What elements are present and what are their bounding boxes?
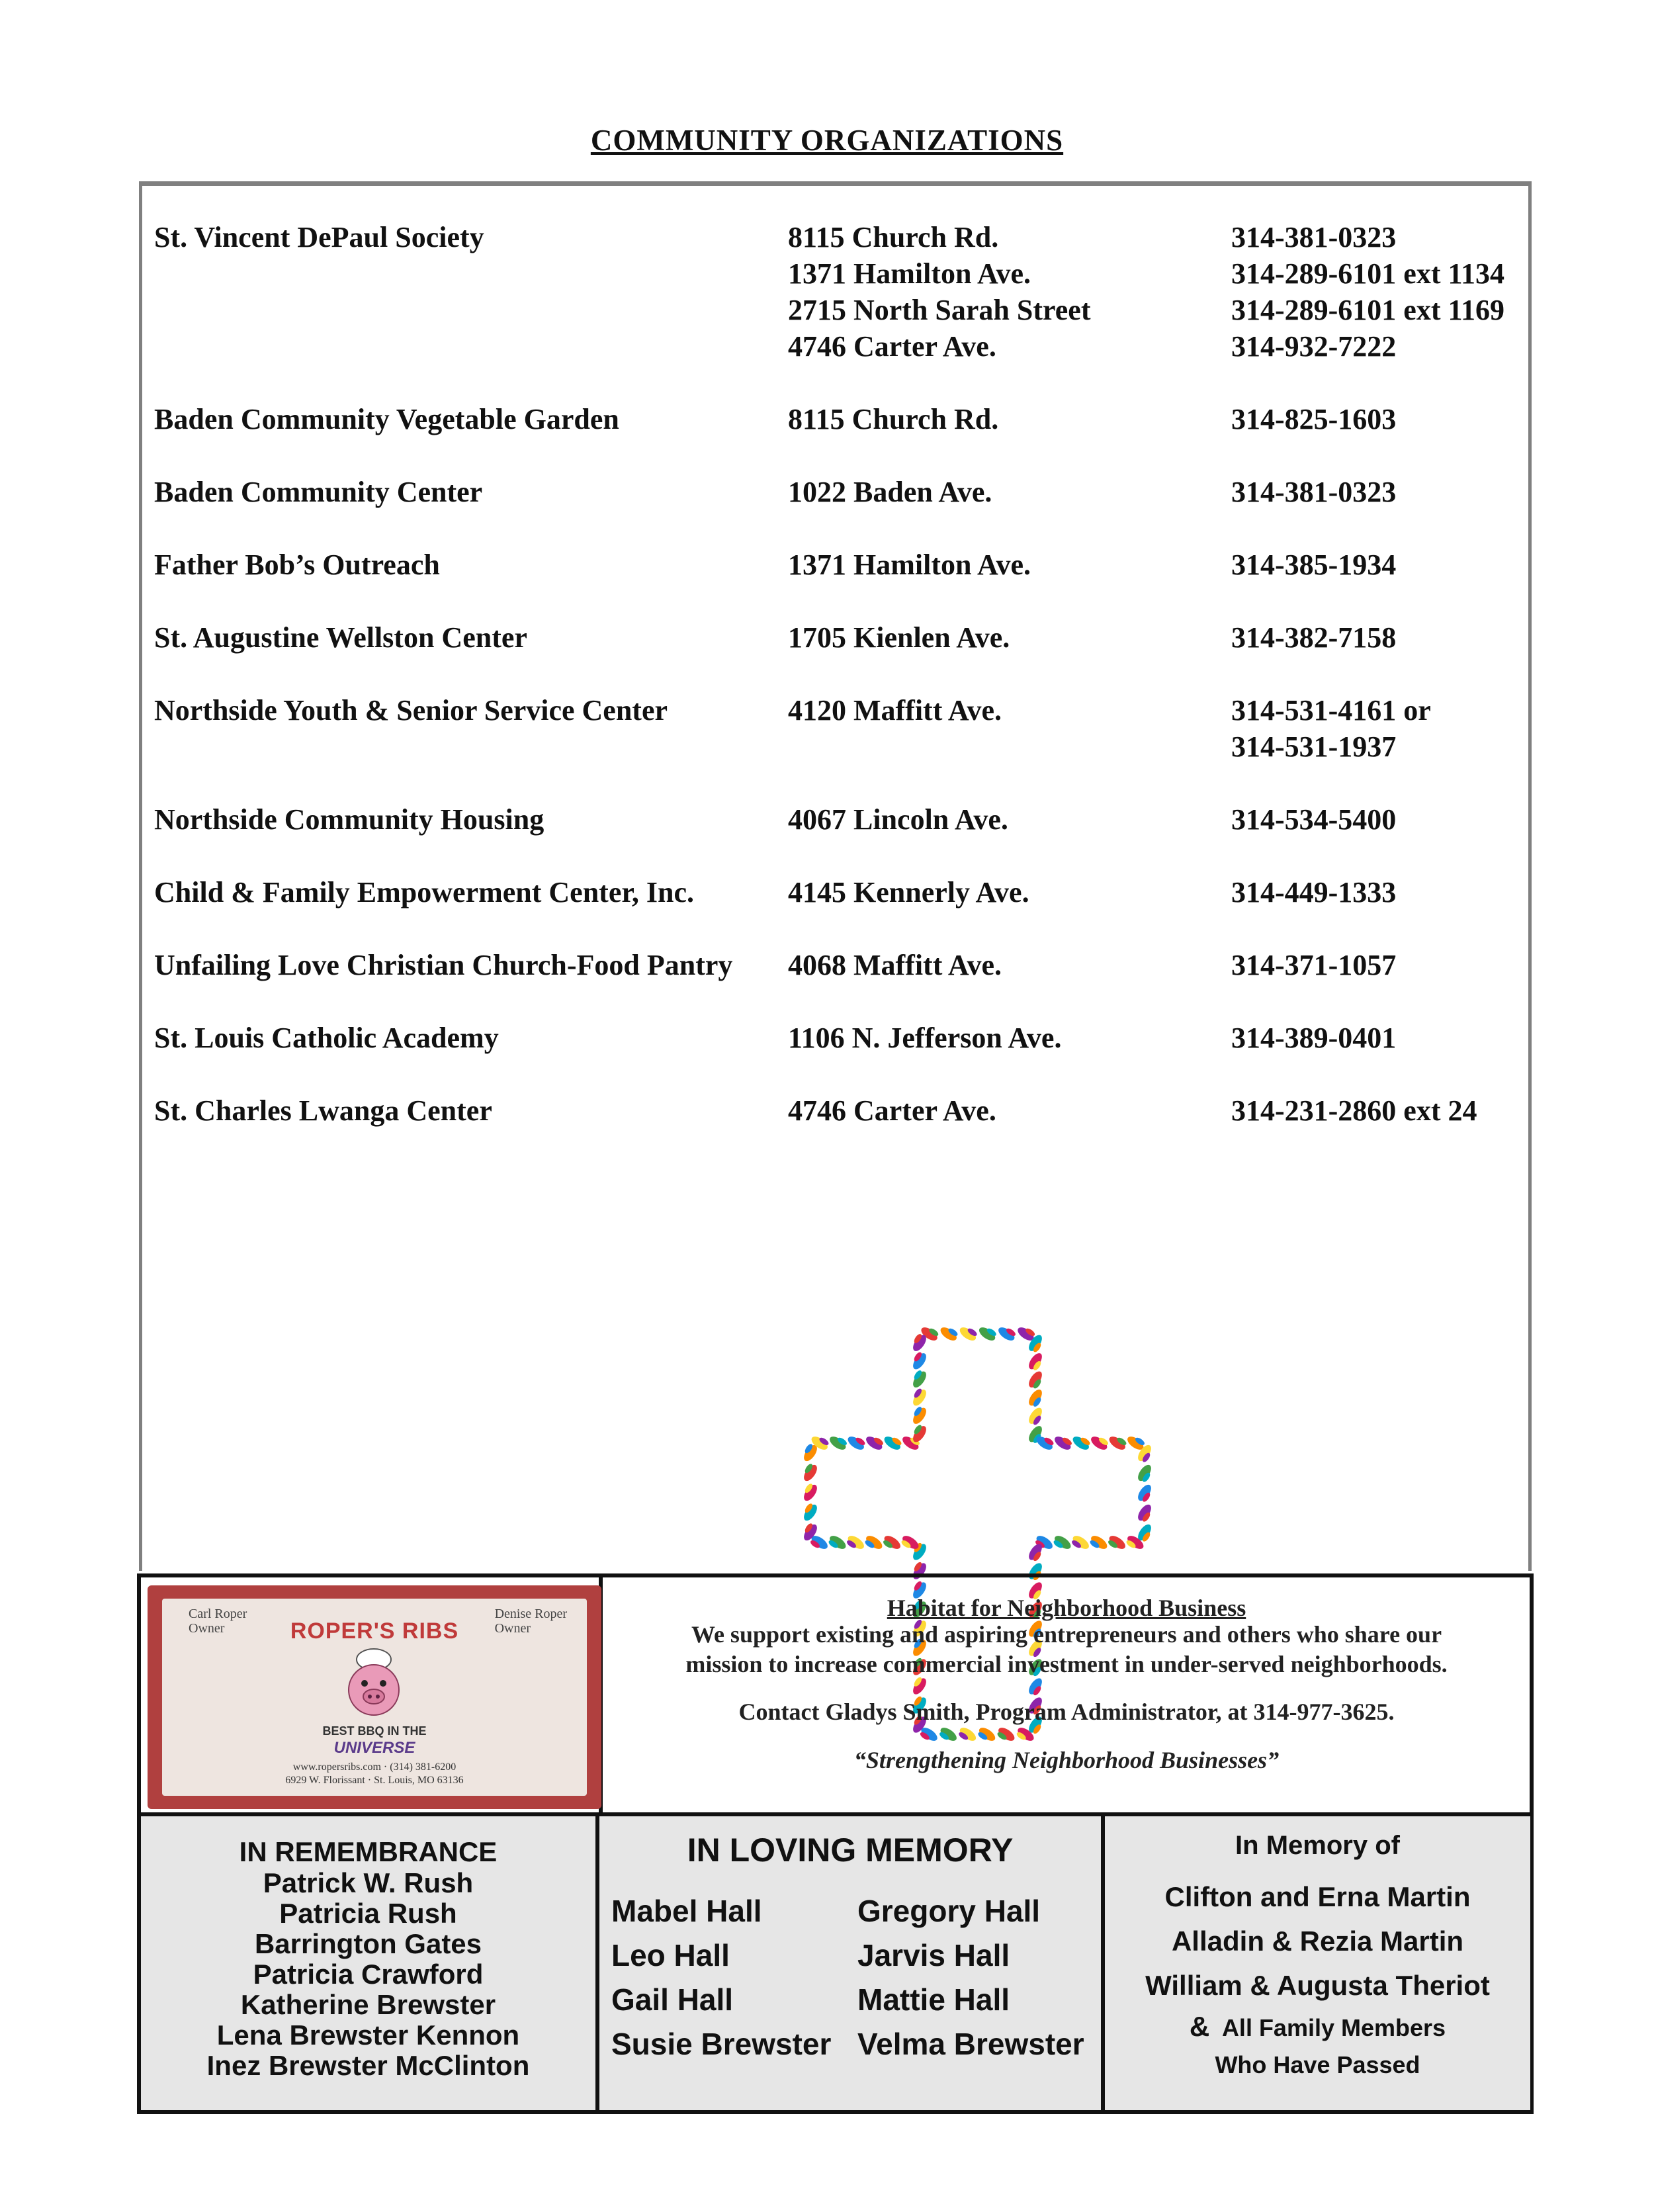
- cross-hand-mark: [1089, 1433, 1111, 1452]
- cross-hand-mark: [977, 1327, 999, 1343]
- cross-hand-mark: [881, 1533, 903, 1553]
- card-web-phone: www.ropersribs.com · (314) 381-6200: [292, 1761, 457, 1773]
- organization-phone: 314-825-1603: [1231, 403, 1397, 435]
- in-memory-name: William & Augusta Theriot: [1145, 1970, 1490, 2001]
- cross-hand-mark: [1051, 1533, 1073, 1553]
- cross-hand-mark: [1070, 1533, 1092, 1553]
- business-card-panel: [141, 1577, 603, 1812]
- in-memory-names: [1105, 1875, 1530, 2008]
- in-memory-heading: In Memory of: [1235, 1831, 1400, 1860]
- organization-row: [154, 874, 1522, 910]
- cross-hand-mark: [909, 1386, 929, 1408]
- organization-name: Father Bob’s Outreach: [154, 549, 440, 581]
- organization-name: St. Louis Catholic Academy: [154, 1022, 499, 1054]
- cross-hand-mark: [1026, 1388, 1046, 1409]
- card-brand: ROPER'S RIBS: [290, 1618, 459, 1644]
- cross-hand-mark: [1107, 1433, 1129, 1452]
- cross-hand-mark: [1026, 1405, 1046, 1427]
- organization-row: [154, 401, 1522, 437]
- organization-name: St. Charles Lwanga Center: [154, 1094, 492, 1127]
- organization-name: St. Vincent DePaul Society: [154, 221, 484, 253]
- organization-phone: 314-371-1057: [1231, 949, 1397, 981]
- loving-memory-panel: [599, 1812, 1105, 2110]
- remembrance-panel: [141, 1812, 599, 2110]
- organization-phone: 314-385-1934: [1231, 549, 1397, 581]
- organization-row: [154, 547, 1522, 583]
- remembrance-name: Barrington Gates: [254, 1928, 482, 1959]
- organization-address: 4746 Carter Ave.: [788, 1094, 996, 1127]
- organization-row: [154, 947, 1522, 983]
- organization-row: [154, 1092, 1522, 1129]
- organization-name: St. Augustine Wellston Center: [154, 621, 527, 654]
- loving-memory-name: Gail Hall: [611, 1982, 734, 2017]
- cross-hand-mark: [1026, 1369, 1046, 1391]
- organization-name: Northside Community Housing: [154, 803, 544, 836]
- organization-phone: 314-389-0401: [1231, 1022, 1397, 1054]
- organization-address: 4145 Kennerly Ave.: [788, 876, 1029, 908]
- loving-memory-name: Susie Brewster: [611, 2027, 832, 2061]
- organization-row: [154, 692, 1522, 765]
- cross-hand-mark: [846, 1433, 867, 1452]
- organization-phone: 314-381-0323 314-289-6101 ext 1134 314-289-6101 ext 1169 314-932-7222: [1231, 221, 1505, 363]
- cross-hand-mark: [996, 1327, 1018, 1343]
- card-owner-left: Carl Roper Owner: [189, 1607, 247, 1636]
- remembrance-name: Lena Brewster Kennon: [216, 2019, 520, 2051]
- in-memory-name: Clifton and Erna Martin: [1164, 1881, 1471, 1912]
- organization-phone: 314-449-1333: [1231, 876, 1397, 908]
- organization-phone: 314-531-4161 or 314-531-1937: [1231, 694, 1431, 763]
- organization-name: Unfailing Love Christian Church-Food Pantry: [154, 949, 733, 981]
- remembrance-names: [141, 1868, 595, 2081]
- cross-hand-mark: [1088, 1533, 1110, 1553]
- cross-hand-mark: [938, 1327, 960, 1343]
- organization-row: [154, 474, 1522, 510]
- remembrance-name: Patrick W. Rush: [263, 1867, 474, 1898]
- organization-phone: 314-534-5400: [1231, 803, 1397, 836]
- remembrance-name: Patricia Crawford: [253, 1959, 484, 1990]
- organization-name: Baden Community Center: [154, 476, 483, 508]
- card-owner-right: Denise Roper Owner: [494, 1607, 567, 1636]
- organization-row: [154, 219, 1522, 365]
- habitat-panel: [603, 1577, 1530, 1812]
- in-memory-panel: [1105, 1812, 1530, 2110]
- card-universe: UNIVERSE: [333, 1739, 415, 1757]
- business-card-image: [148, 1585, 601, 1809]
- card-address: 6929 W. Florissant · St. Louis, MO 63136: [285, 1775, 464, 1786]
- cross-hand-mark: [828, 1433, 849, 1452]
- organization-address: 1705 Kienlen Ave.: [788, 621, 1010, 654]
- loving-memory-name: Leo Hall: [611, 1938, 730, 1972]
- organization-address: 4120 Maffitt Ave.: [788, 694, 1002, 727]
- organization-name: Child & Family Empowerment Center, Inc.: [154, 876, 694, 908]
- cross-hand-mark: [845, 1533, 867, 1553]
- organization-row: [154, 1020, 1522, 1056]
- habitat-body: We support existing and aspiring entrepreneurs and others who share our mission to increase commercial investment in under-served neighborhoods.: [685, 1621, 1448, 1677]
- habitat-title: Habitat for Neighborhood Business: [887, 1595, 1246, 1621]
- loving-memory-name: Velma Brewster: [857, 2027, 1084, 2061]
- cross-hand-mark: [863, 1533, 885, 1553]
- organization-address: 8115 Church Rd. 1371 Hamilton Ave. 2715 North Sarah Street 4746 Carter Ave.: [788, 221, 1091, 363]
- card-tagline: BEST BBQ IN THE: [322, 1724, 427, 1738]
- cross-hand-mark: [1135, 1463, 1151, 1485]
- remembrance-name: Inez Brewster McClinton: [206, 2050, 530, 2081]
- cross-hand-mark: [826, 1533, 848, 1553]
- remembrance-heading: IN REMEMBRANCE: [239, 1836, 498, 1867]
- remembrance-name: Patricia Rush: [279, 1898, 457, 1929]
- cross-hand-mark: [909, 1350, 929, 1372]
- cross-hand-mark: [804, 1501, 820, 1523]
- organization-address: 1106 N. Jefferson Ave.: [788, 1022, 1062, 1054]
- habitat-slogan: “Strengthening Neighborhood Businesses”: [853, 1747, 1280, 1773]
- loving-memory-name: Mabel Hall: [611, 1894, 762, 1928]
- cross-hand-mark: [1053, 1433, 1074, 1452]
- cross-hand-mark: [909, 1405, 929, 1427]
- pig-chef-icon: [334, 1645, 414, 1724]
- cross-hand-mark: [804, 1462, 820, 1483]
- cross-hand-mark: [1135, 1503, 1151, 1525]
- in-memory-family: & All Family Members Who Have Passed: [1189, 2011, 1446, 2078]
- organization-address: 1371 Hamilton Ave.: [788, 549, 1031, 581]
- remembrance-name: Katherine Brewster: [240, 1989, 496, 2020]
- cross-hand-mark: [1026, 1351, 1046, 1373]
- organization-address: 4068 Maffitt Ave.: [788, 949, 1002, 981]
- cross-hand-mark: [1106, 1533, 1128, 1553]
- organization-address: 4067 Lincoln Ave.: [788, 803, 1008, 836]
- cross-hand-mark: [864, 1433, 886, 1452]
- organization-address: 1022 Baden Ave.: [788, 476, 992, 508]
- organization-phone: 314-231-2860 ext 24: [1231, 1094, 1477, 1127]
- organization-phone: 314-381-0323: [1231, 476, 1397, 508]
- organizations-list: [154, 219, 1522, 1165]
- cross-hand-mark: [804, 1482, 820, 1503]
- organization-row: [154, 619, 1522, 656]
- cross-hand-mark: [1135, 1483, 1151, 1505]
- organization-row: [154, 801, 1522, 838]
- loving-memory-name: Mattie Hall: [857, 1982, 1010, 2017]
- organizations-box: [139, 181, 1532, 1571]
- loving-memory-name: Jarvis Hall: [857, 1938, 1010, 1972]
- loving-memory-heading: IN LOVING MEMORY: [687, 1832, 1014, 1869]
- organization-phone: 314-382-7158: [1231, 621, 1397, 654]
- bottom-section: [137, 1573, 1534, 2114]
- page-title: COMMUNITY ORGANIZATIONS: [590, 124, 1064, 157]
- cross-hand-mark: [882, 1433, 904, 1452]
- cross-hand-mark: [957, 1327, 979, 1343]
- cross-hand-mark: [909, 1368, 929, 1390]
- organization-name: Northside Youth & Senior Service Center: [154, 694, 668, 727]
- loving-memory-names: [611, 1889, 1094, 2066]
- in-memory-name: Alladin & Rezia Martin: [1171, 1925, 1464, 1957]
- organization-name: Baden Community Vegetable Garden: [154, 403, 619, 435]
- cross-hand-mark: [1070, 1433, 1092, 1452]
- loving-memory-name: Gregory Hall: [857, 1894, 1041, 1928]
- organization-address: 8115 Church Rd.: [788, 403, 999, 435]
- habitat-contact: Contact Gladys Smith, Program Administrator, at 314-977-3625.: [738, 1699, 1395, 1725]
